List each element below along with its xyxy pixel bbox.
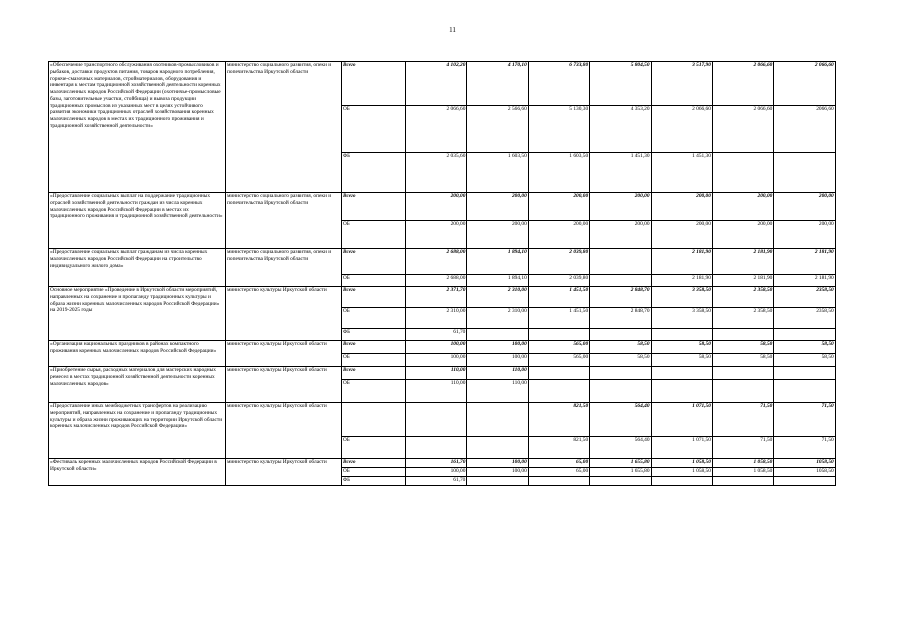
funding-source: ОБ <box>342 437 406 459</box>
amount-cell: 2 688,00 <box>406 275 467 287</box>
funding-source: ОБ <box>342 354 406 367</box>
table-row <box>49 249 836 275</box>
amount-cell <box>590 249 651 275</box>
amount-cell: 565,00 <box>528 354 589 367</box>
amount-cell: 110,00 <box>467 367 528 380</box>
amount-cell: 2 039,80 <box>528 275 589 287</box>
amount-cell: 2 688,00 <box>406 249 467 275</box>
funding-source: Всего <box>342 249 406 275</box>
amount-cell: 71,50 <box>712 403 773 437</box>
amount-cell: 2 066,60 <box>651 106 712 153</box>
amount-cell: 1 058,50 <box>651 468 712 477</box>
amount-cell <box>590 367 651 380</box>
amount-cell <box>467 437 528 459</box>
event-executor: министерство социального развития, опеки и попечительства Иркутской области <box>226 249 342 287</box>
amount-cell: 1 603,50 <box>467 153 528 193</box>
amount-cell: 3 517,90 <box>651 62 712 106</box>
amount-cell: 4 102,20 <box>406 62 467 106</box>
amount-cell <box>528 477 589 486</box>
amount-cell: 65,00 <box>528 468 589 477</box>
amount-cell <box>467 477 528 486</box>
amount-cell <box>712 153 773 193</box>
amount-cell: 200,00 <box>590 221 651 249</box>
amount-cell: 2 371,70 <box>406 287 467 308</box>
amount-cell: 1 655,80 <box>590 468 651 477</box>
event-executor: министерство культуры Иркутской области <box>226 341 342 367</box>
event-description: «Организация национальных праздников в районах компактного проживания коренных малочисленных народов Российской Федерации» <box>49 341 226 367</box>
amount-cell <box>774 329 835 341</box>
amount-cell: 200,00 <box>528 193 589 221</box>
amount-cell: 200,00 <box>406 193 467 221</box>
amount-cell: 100,00 <box>467 341 528 354</box>
amount-cell: 2 848,70 <box>590 308 651 329</box>
amount-cell: 2 310,00 <box>467 308 528 329</box>
amount-cell <box>528 380 589 403</box>
amount-cell: 58,50 <box>590 341 651 354</box>
budget-table <box>48 61 836 486</box>
amount-cell: 110,00 <box>406 380 467 403</box>
amount-cell: 1 071,50 <box>651 437 712 459</box>
amount-cell: 2 181,90 <box>712 275 773 287</box>
amount-cell: 100,00 <box>467 354 528 367</box>
funding-source: ОБ <box>342 275 406 287</box>
amount-cell: 2 066,60 <box>712 106 773 153</box>
amount-cell <box>651 380 712 403</box>
amount-cell: 58,50 <box>651 341 712 354</box>
amount-cell: 1058,50 <box>774 459 835 468</box>
amount-cell <box>406 403 467 437</box>
amount-cell: 2 181,90 <box>774 275 835 287</box>
amount-cell: 100,00 <box>467 459 528 468</box>
event-description: «Обеспечение транспортного обслуживания охотников-промысловиков и рыбаков, доставки продуктов питания, товаров народного потребления, горюче-смазочных материалов, стройматериалов, оборудования и инвентаря к местам традиционной хозяйственной деятельности коренных малочисленных народов Российской Федерации (охотничье-промысловые базы, заготовительные участки, стойбища) и вывоза продукции традиционных промыслов из указанных мест в целях устойчивого развития экономики традиционных отраслей хозяйствования коренных малочисленных народов в местах их традиционного проживания и традиционной хозяйственной деятельности» <box>49 62 226 193</box>
amount-cell: 200,00 <box>406 221 467 249</box>
budget-table-body <box>49 62 836 486</box>
amount-cell: 100,00 <box>467 468 528 477</box>
amount-cell: 1058,50 <box>774 468 835 477</box>
funding-source: Всего <box>342 287 406 308</box>
amount-cell: 1 058,50 <box>651 459 712 468</box>
amount-cell: 5 804,50 <box>590 62 651 106</box>
amount-cell: 565,00 <box>528 341 589 354</box>
amount-cell: 821,50 <box>528 403 589 437</box>
funding-source: ОБ <box>342 380 406 403</box>
amount-cell: 2 566,60 <box>467 106 528 153</box>
amount-cell <box>651 367 712 380</box>
amount-cell: 1 894,10 <box>467 275 528 287</box>
amount-cell <box>406 437 467 459</box>
funding-source: Всего <box>342 341 406 354</box>
amount-cell: 2066,60 <box>774 106 835 153</box>
amount-cell: 1 058,50 <box>712 459 773 468</box>
amount-cell: 2 066,60 <box>406 106 467 153</box>
table-row <box>49 403 836 437</box>
amount-cell: 100,00 <box>406 468 467 477</box>
page-number: 11 <box>449 26 456 34</box>
amount-cell: 2358,50 <box>774 287 835 308</box>
event-description: «Фестиваль коренных малочисленных народов Российской Федерации в Иркутской области» <box>49 459 226 486</box>
amount-cell: 110,00 <box>406 367 467 380</box>
table-row <box>49 287 836 308</box>
amount-cell: 2 310,00 <box>406 308 467 329</box>
event-executor: министерство культуры Иркутской области <box>226 459 342 486</box>
amount-cell <box>467 329 528 341</box>
table-row <box>49 62 836 106</box>
amount-cell: 2 358,50 <box>712 287 773 308</box>
amount-cell: 1 451,50 <box>528 308 589 329</box>
amount-cell: 2 035,60 <box>406 153 467 193</box>
amount-cell: 200,00 <box>774 221 835 249</box>
amount-cell: 71,50 <box>774 403 835 437</box>
amount-cell <box>774 153 835 193</box>
amount-cell: 2 039,80 <box>528 249 589 275</box>
amount-cell <box>467 403 528 437</box>
amount-cell: 200,00 <box>774 193 835 221</box>
amount-cell <box>651 477 712 486</box>
event-description: «Приобретение сырья, расходных материалов для мастерских народных ремесел в местах традиционной хозяйственной деятельности коренных малочисленных народов» <box>49 367 226 403</box>
amount-cell <box>651 329 712 341</box>
amount-cell: 6 733,80 <box>528 62 589 106</box>
amount-cell <box>774 380 835 403</box>
amount-cell <box>590 380 651 403</box>
amount-cell: 1 058,50 <box>712 468 773 477</box>
table-row <box>49 193 836 221</box>
amount-cell: 61,70 <box>406 329 467 341</box>
amount-cell <box>590 477 651 486</box>
amount-cell: 200,00 <box>651 193 712 221</box>
amount-cell: 564,40 <box>590 403 651 437</box>
amount-cell: 2 358,50 <box>712 308 773 329</box>
funding-source: ОБ <box>342 221 406 249</box>
amount-cell: 2 181,90 <box>651 249 712 275</box>
amount-cell: 2 181,90 <box>651 275 712 287</box>
event-description: «Предоставление социальных выплат на поддержание традиционных отраслей хозяйственной деятельности граждан из числа коренных малочисленных народов Российской Федерации в местах их традиционного проживания и традиционной хозяйственной деятельности» <box>49 193 226 249</box>
amount-cell: 200,00 <box>467 221 528 249</box>
table-row <box>49 367 836 380</box>
amount-cell <box>774 367 835 380</box>
amount-cell <box>712 329 773 341</box>
funding-source: ОБ <box>342 468 406 477</box>
event-description: Основное мероприятие «Проведение в Иркутской области мероприятий, направленных на сохранение и пропаганду традиционных культуры и образа жизни коренных малочисленных народов Российской Федерации» на 2019-2025 годы <box>49 287 226 341</box>
amount-cell: 2 066,60 <box>774 62 835 106</box>
amount-cell: 1 451,30 <box>651 153 712 193</box>
amount-cell <box>712 477 773 486</box>
amount-cell: 2 848,70 <box>590 287 651 308</box>
funding-source: Всего <box>342 193 406 221</box>
amount-cell: 58,50 <box>712 354 773 367</box>
amount-cell: 821,50 <box>528 437 589 459</box>
amount-cell: 200,00 <box>590 193 651 221</box>
amount-cell: 564,40 <box>590 437 651 459</box>
funding-source: ФБ <box>342 329 406 341</box>
amount-cell: 200,00 <box>651 221 712 249</box>
amount-cell: 71,50 <box>774 437 835 459</box>
amount-cell: 3 358,50 <box>651 308 712 329</box>
amount-cell: 2 310,00 <box>467 287 528 308</box>
amount-cell: 58,50 <box>651 354 712 367</box>
amount-cell: 1 451,50 <box>528 287 589 308</box>
funding-source: Всего <box>342 62 406 106</box>
amount-cell: 200,00 <box>712 221 773 249</box>
amount-cell <box>528 367 589 380</box>
event-executor: министерство культуры Иркутской области <box>226 287 342 341</box>
amount-cell: 200,00 <box>528 221 589 249</box>
amount-cell: 2 181,90 <box>774 249 835 275</box>
amount-cell: 4 170,10 <box>467 62 528 106</box>
event-executor: министерство социального развития, опеки и попечительства Иркутской области <box>226 62 342 193</box>
funding-source <box>342 403 406 437</box>
table-row <box>49 459 836 468</box>
funding-source: ОБ <box>342 106 406 153</box>
amount-cell: 2358,50 <box>774 308 835 329</box>
amount-cell: 200,00 <box>467 193 528 221</box>
funding-source: Всего <box>342 367 406 380</box>
amount-cell: 2 181,90 <box>712 249 773 275</box>
amount-cell: 1 071,50 <box>651 403 712 437</box>
event-description: «Предоставление социальных выплат гражданам из числа коренных малочисленных народов Российской Федерации на строительство индивидуального жилого дома» <box>49 249 226 287</box>
amount-cell: 100,00 <box>406 341 467 354</box>
amount-cell <box>712 380 773 403</box>
amount-cell <box>774 477 835 486</box>
amount-cell: 5 130,30 <box>528 106 589 153</box>
amount-cell: 110,00 <box>467 380 528 403</box>
amount-cell: 1 655,80 <box>590 459 651 468</box>
amount-cell: 2 066,60 <box>712 62 773 106</box>
amount-cell: 200,00 <box>712 193 773 221</box>
event-executor: министерство социального развития, опеки и попечительства Иркутской области <box>226 193 342 249</box>
amount-cell <box>590 329 651 341</box>
funding-source: ФБ <box>342 153 406 193</box>
event-executor: министерство культуры Иркутской области <box>226 367 342 403</box>
amount-cell: 4 353,20 <box>590 106 651 153</box>
amount-cell: 3 358,50 <box>651 287 712 308</box>
amount-cell: 1 603,50 <box>528 153 589 193</box>
funding-source: Всего <box>342 459 406 468</box>
amount-cell: 100,00 <box>406 354 467 367</box>
amount-cell: 58,50 <box>774 341 835 354</box>
amount-cell: 58,50 <box>774 354 835 367</box>
amount-cell: 58,50 <box>712 341 773 354</box>
amount-cell: 71,50 <box>712 437 773 459</box>
amount-cell <box>528 329 589 341</box>
amount-cell: 61,70 <box>406 477 467 486</box>
funding-source: ФБ <box>342 477 406 486</box>
amount-cell: 58,50 <box>590 354 651 367</box>
amount-cell: 1 451,30 <box>590 153 651 193</box>
funding-source: ОБ <box>342 308 406 329</box>
event-description: «Предоставление иных межбюджетных трансфертов на реализацию мероприятий, направленных на сохранение и пропаганду традиционных культуры и образа жизни проживающих на территории Иркутской области коренных малочисленных народов Российской Федерации» <box>49 403 226 459</box>
amount-cell: 161,70 <box>406 459 467 468</box>
amount-cell: 1 894,10 <box>467 249 528 275</box>
amount-cell: 65,00 <box>528 459 589 468</box>
table-row <box>49 341 836 354</box>
amount-cell <box>712 367 773 380</box>
event-executor: министерство культуры Иркутской области <box>226 403 342 459</box>
amount-cell <box>590 275 651 287</box>
